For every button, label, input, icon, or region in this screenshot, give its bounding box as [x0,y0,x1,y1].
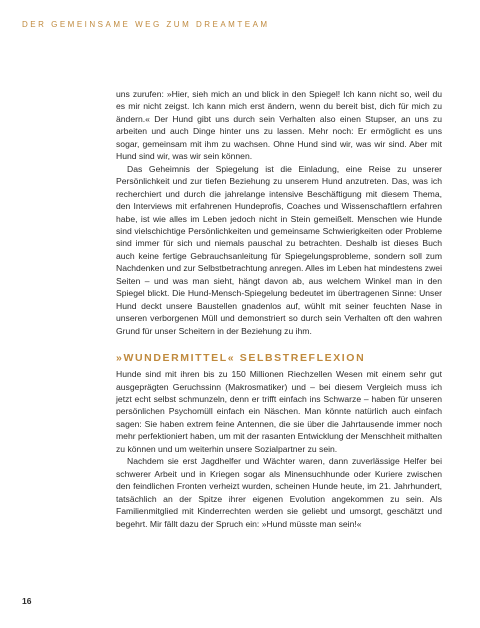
page-number: 16 [22,596,32,606]
paragraph: Nachdem sie erst Jagdhelfer und Wächter waren, dann zuverlässige Helfer bei schwerer Arbeit und in Kriegen sogar als Minensuchhunde oder Kuriere zwischen den feindlichen Fronten verheizt wurden, scheinen Hunde heute, im 21. Jahrhundert, tatsächlich an der Spitze ihrer eigenen Evolution angekommen zu sein. Als Familienmitglied mit Kinderrechten werden sie geliebt und umsorgt, geschätzt und begehrt. Mir fällt dazu der Spruch ein: »Hund müsste man sein!« [116,456,442,529]
paragraph: Hunde sind mit ihren bis zu 150 Millionen Riechzellen Wesen mit einem sehr gut ausgeprägten Geruchssinn (Makrosmatiker) und – bei diesem Vergleich muss ich jetzt echt selbst schmunzeln, denn er trifft einfach ins Schwarze – haben für unseren persönlichen Psychomüll einfach ein Näschen. Man könnte natürlich auch einfach sagen: Sie haben extrem feine Antennen, die sie über die Jahrtausende immer noch mehr perfektioniert haben, um mit der rasanten Entwicklung der Menschheit mithalten zu können und um weiterhin unsere Sozialpartner zu sein. [116,369,442,454]
running-head: DER GEMEINSAME WEG ZUM DREAMTEAM [22,20,270,29]
section-heading: »WUNDERMITTEL« SELBSTREFLEXION [116,352,366,365]
paragraph: Das Geheimnis der Spiegelung ist die Einladung, eine Reise zu unserer Persönlichkeit und zur tiefen Beziehung zu unserem Hund anzutreten. Das, was ich recherchiert und durch die jahrelange intensive Beschäftigung mit diesem Thema, den Interviews mit erfahrenen Hundeprofis, Coaches und Wissenschaftlern erfahren habe, ist wie alles im Leben jedoch nicht in Stein gemeißelt. Menschen wie Hunde sind vielschichtige Persönlichkeiten und gemeinsame Schwierigkeiten oder Probleme sind immer für sich und niemals pauschal zu betrachten. Deshalb ist dieses Buch auch keine fertige Gebrauchsanleitung für Spiegelungsprobleme, sondern soll zum Nachdenken und zur Selbstbetrachtung anregen. Alles im Leben hat mindestens zwei Seiten – und was man sieht, hängt davon ab, aus welchem Winkel man in den Spiegel blickt. Die Hund-Mensch-Spiegelung bedeutet im übertragenen Sinne: Unser Hund deckt unsere Baustellen gnadenlos auf, wühlt mit seiner feuchten Nase in unseren verborgenen Müll und demonstriert so durch sein Verhalten oft den wahren Grund für unser Scheitern in der Beziehung zu ihm. [116,163,442,336]
paragraph: uns zurufen: »Hier, sieh mich an und blick in den Spiegel! Ich kann nicht so, weil du es mir nicht zeigst. Ich kann mich erst ändern, wenn du bereit bist, dich für mich zu ändern.« Der Hund gibt uns durch sein Verhalten also einen Stupser, an uns zu arbeiten und auch Dinge hinter uns zu lassen. Mehr noch: Er ermöglicht es uns sogar, gemeinsam mit ihm zu wachsen. Ohne Hund sind wir, was wir sind. Aber mit Hund sind wir, was wir sein können. [116,89,442,162]
body-text [116,88,442,530]
